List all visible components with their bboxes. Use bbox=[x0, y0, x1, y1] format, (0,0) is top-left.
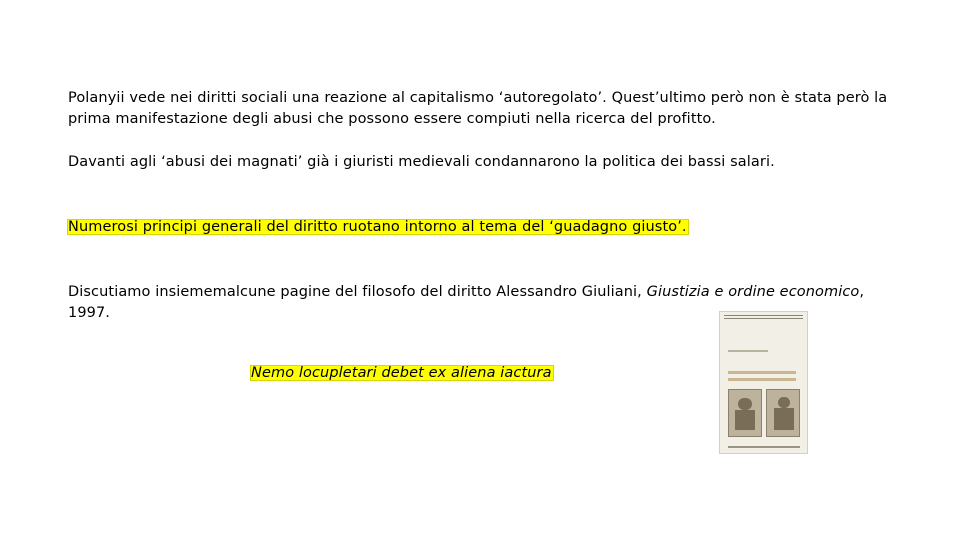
cover-author bbox=[728, 350, 768, 352]
cover-publisher bbox=[728, 446, 800, 448]
giuliani-year: , 1997. bbox=[68, 284, 865, 321]
book-cover-image bbox=[719, 311, 808, 454]
paragraph-general-principles bbox=[67, 217, 887, 238]
giuliani-text: Discutiamo insiememalcune pagine del filosofo del diritto Alessandro Giuliani, bbox=[68, 284, 647, 300]
cover-title bbox=[728, 371, 796, 385]
paragraph-medieval-jurists: Davanti agli ‘abusi dei magnati’ già i giuristi medievali condannarono la politica dei bassi salari. bbox=[68, 154, 775, 170]
book-title: Giustizia e ordine economico bbox=[646, 284, 860, 300]
cover-series-header bbox=[724, 315, 803, 319]
paragraph-polanyi: Polanyii vede nei diritti sociali una reazione al capitalismo ‘autoregolato’. Quest’ultimo però non è stata però la prima manifestazione degli abusi che possono essere compiuti nella ricerca del profitto. bbox=[68, 90, 888, 127]
cover-illustration-left bbox=[728, 389, 762, 437]
latin-maxim: Nemo locupletari debet ex aliena iactura bbox=[251, 365, 552, 381]
highlighted-principles-text: Numerosi principi generali del diritto ruotano intorno al tema del ‘guadagno giusto’. bbox=[68, 219, 687, 235]
cover-illustration-right bbox=[766, 389, 800, 437]
latin-maxim-line bbox=[250, 363, 570, 384]
